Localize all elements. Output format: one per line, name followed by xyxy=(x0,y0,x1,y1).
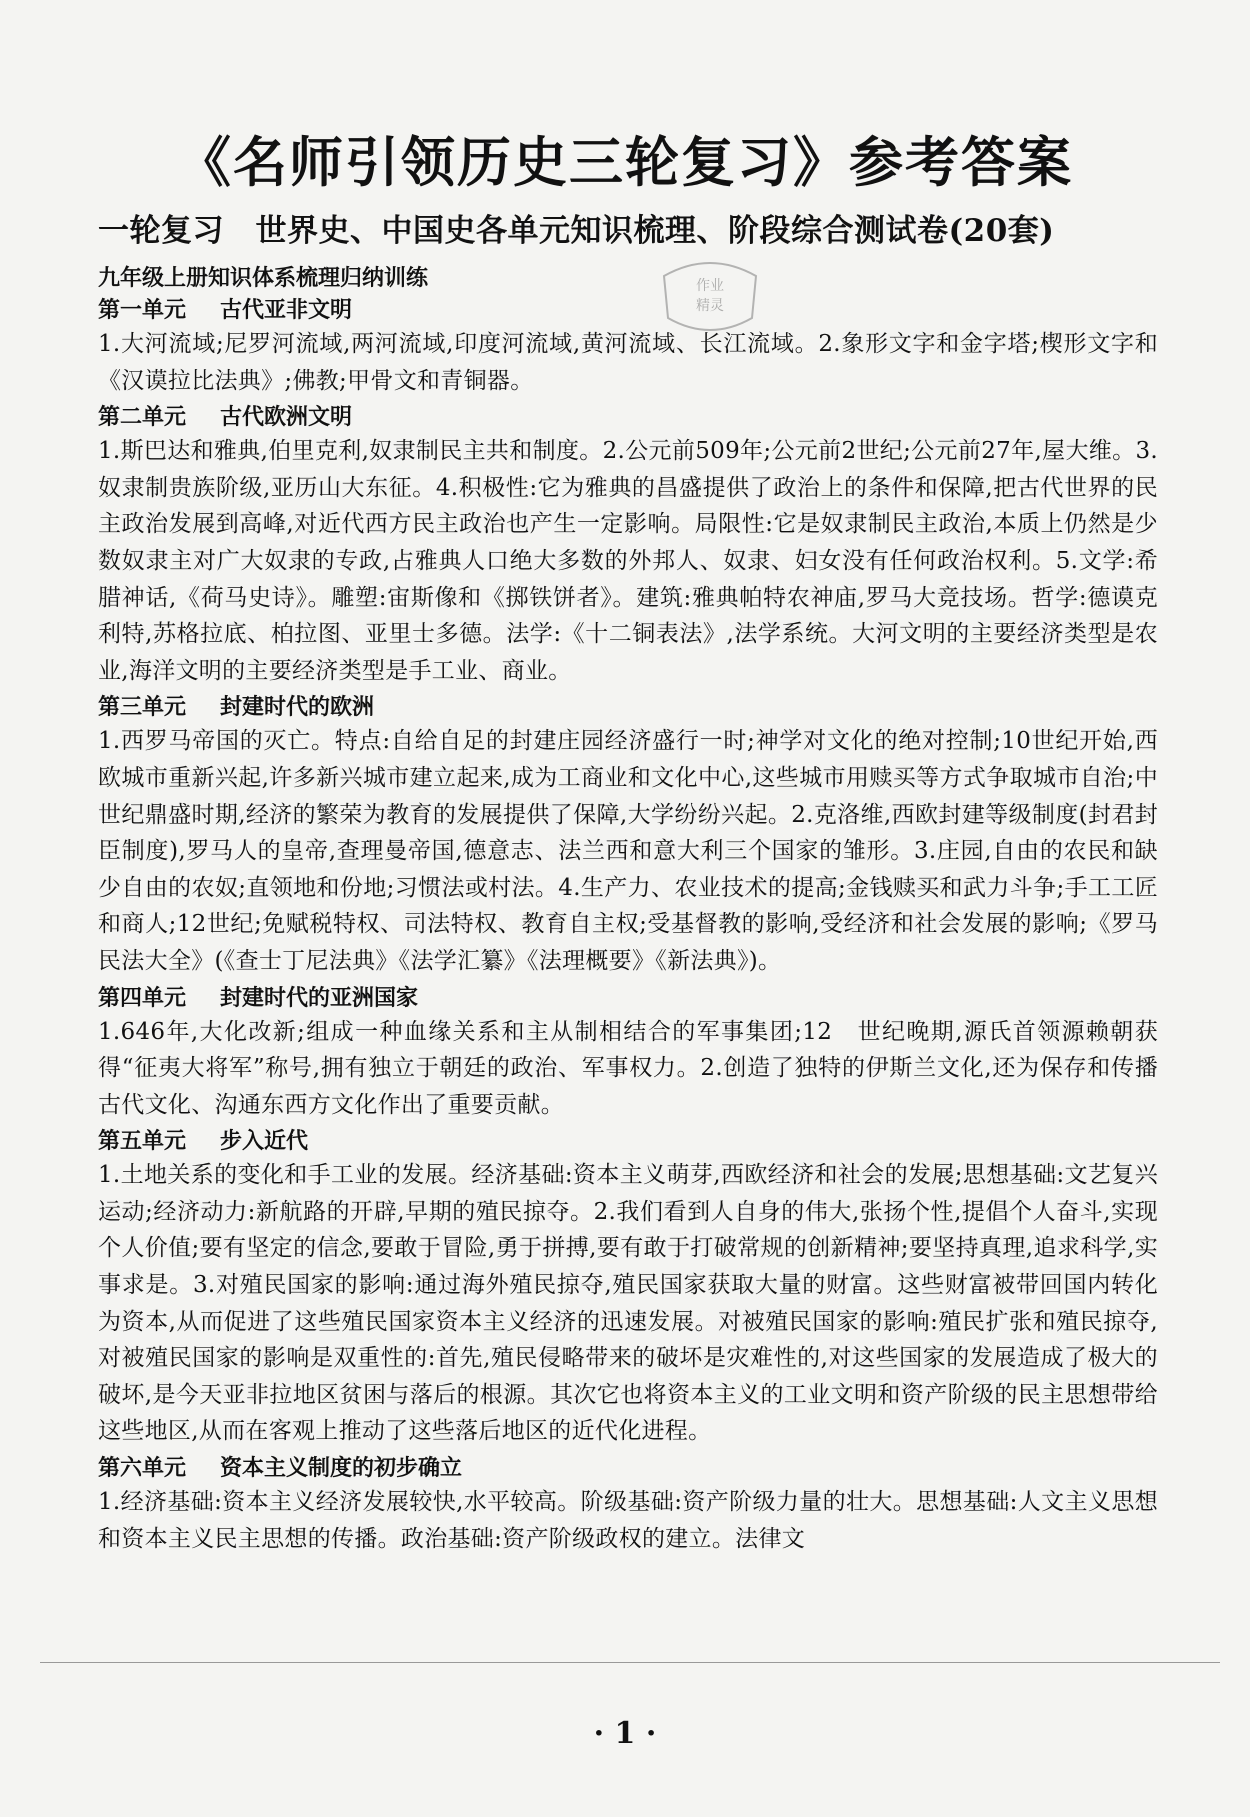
unit-answer-text: 1.大河流域;尼罗河流域,两河流域,印度河流域,黄河流域、长江流域。2.象形文字和金字塔;楔形文字和《汉谟拉比法典》;佛教;甲骨文和青铜器。 xyxy=(98,331,1158,394)
unit-name: 步入近代 xyxy=(220,1128,309,1155)
unit-block-3 xyxy=(98,691,1158,979)
unit-number: 第四单元 xyxy=(98,984,187,1011)
section-heading: 九年级上册知识体系梳理归纳训练 xyxy=(98,265,429,291)
unit-heading xyxy=(98,294,1158,326)
page-title: 《名师引领历史三轮复习》参考答案 xyxy=(177,130,1073,194)
svg-text:精灵: 精灵 xyxy=(696,298,724,314)
unit-number: 第一单元 xyxy=(98,297,187,323)
answer-content xyxy=(98,262,1158,1559)
page-number: · 1 · xyxy=(593,1716,657,1751)
svg-text:作业: 作业 xyxy=(696,278,724,294)
unit-block-5 xyxy=(98,1125,1158,1450)
unit-answer-text: 1.西罗马帝国的灭亡。特点:自给自足的封建庄园经济盛行一时;神学对文化的绝对控制;10世纪开始,西欧城市重新兴起,许多新兴城市建立起来,成为工商业和文化中心,这些城市用赎买等方式争取城市自治;中世纪鼎盛时期,经济的繁荣为教育的发展提供了保障,大学纷纷兴起。2.克洛维,西欧封建等级制度(封君封臣制度),罗马人的皇帝,查理曼帝国,德意志、法兰西和意大利三个国家的雏形。3.庄园,自由的农民和缺少自由的农奴;直领地和份地;习惯法或村法。4.生产力、农业技术的提高;金钱赎买和武力斗争;手工工匠和商人;12世纪;免赋税特权、司法特权、教育自主权;受基督教的影响,受经济和社会发展的影响;《罗马民法大全》(《查士丁尼法典》《法学汇纂》《法理概要》《新法典》)。 xyxy=(98,728,1158,974)
bottom-divider xyxy=(40,1662,1220,1663)
unit-name: 资本主义制度的初步确立 xyxy=(220,1455,463,1482)
unit-name: 封建时代的亚洲国家 xyxy=(220,984,419,1011)
unit-heading xyxy=(98,982,1158,1014)
unit-name: 封建时代的欧洲 xyxy=(220,694,375,721)
unit-answer-text: 1.646年,大化改新;组成一种血缘关系和主从制相结合的军事集团;12 世纪晚期,源氏首领源赖朝获得“征夷大将军”称号,拥有独立于朝廷的政治、军事权力。2.创造了独特的伊斯兰文化,还为保存和传播古代文化、沟通东西方文化作出了重要贡献。 xyxy=(98,1018,1158,1118)
unit-heading xyxy=(98,691,1158,723)
unit-name: 古代欧洲文明 xyxy=(220,404,353,431)
unit-number: 第二单元 xyxy=(98,404,187,431)
unit-answer-text: 1.经济基础:资本主义经济发展较快,水平较高。阶级基础:资产阶级力量的壮大。思想基础:人文主义思想和资本主义民主思想的传播。政治基础:资产阶级政权的建立。法律文 xyxy=(98,1489,1158,1552)
unit-number: 第五单元 xyxy=(98,1128,187,1155)
unit-heading xyxy=(98,1452,1158,1484)
unit-heading xyxy=(98,401,1158,433)
unit-block-4 xyxy=(98,982,1158,1124)
unit-number: 第三单元 xyxy=(98,694,187,721)
unit-heading xyxy=(98,1125,1158,1157)
unit-name: 古代亚非文明 xyxy=(220,297,353,323)
unit-block-6 xyxy=(98,1452,1158,1557)
unit-block-1 xyxy=(98,294,1158,399)
unit-number: 第六单元 xyxy=(98,1455,187,1482)
unit-block-2 xyxy=(98,401,1158,689)
unit-answer-text: 1.斯巴达和雅典,伯里克利,奴隶制民主共和制度。2.公元前509年;公元前2世纪;公元前27年,屋大维。3.奴隶制贵族阶级,亚历山大东征。4.积极性:它为雅典的昌盛提供了政治上的条件和保障,把古代世界的民主政治发展到高峰,对近代西方民主政治也产生一定影响。局限性:它是奴隶制民主政治,本质上仍然是少数奴隶主对广大奴隶的专政,占雅典人口绝大多数的外邦人、奴隶、妇女没有任何政治权利。5.文学:希腊神话,《荷马史诗》。雕塑:宙斯像和《掷铁饼者》。建筑:雅典帕特农神庙,罗马大竞技场。哲学:德谟克利特,苏格拉底、柏拉图、亚里士多德。法学:《十二铜表法》,法学系统。大河文明的主要经济类型是农业,海洋文明的主要经济类型是手工业、商业。 xyxy=(98,438,1158,684)
page-subtitle: 一轮复习 世界史、中国史各单元知识梳理、阶段综合测试卷(20套) xyxy=(98,213,1055,249)
unit-answer-text: 1.土地关系的变化和手工业的发展。经济基础:资本主义萌芽,西欧经济和社会的发展;思想基础:文艺复兴运动;经济动力:新航路的开辟,早期的殖民掠夺。2.我们看到人自身的伟大,张扬个性,提倡个人奋斗,实现个人价值;要有坚定的信念,要敢于冒险,勇于拼搏,要有敢于打破常规的创新精神;要坚持真理,追求科学,实事求是。3.对殖民国家的影响:通过海外殖民掠夺,殖民国家获取大量的财富。这些财富被带回国内转化为资本,从而促进了这些殖民国家资本主义经济的迅速发展。对被殖民国家的影响:殖民扩张和殖民掠夺,对被殖民国家的影响是双重性的:首先,殖民侵略带来的破坏是灾难性的,对这些国家的发展造成了极大的破坏,是今天亚非拉地区贫困与落后的根源。其次它也将资本主义的工业文明和资产阶级的民主思想带给这些地区,从而在客观上推动了这些落后地区的近代化进程。 xyxy=(98,1162,1158,1445)
